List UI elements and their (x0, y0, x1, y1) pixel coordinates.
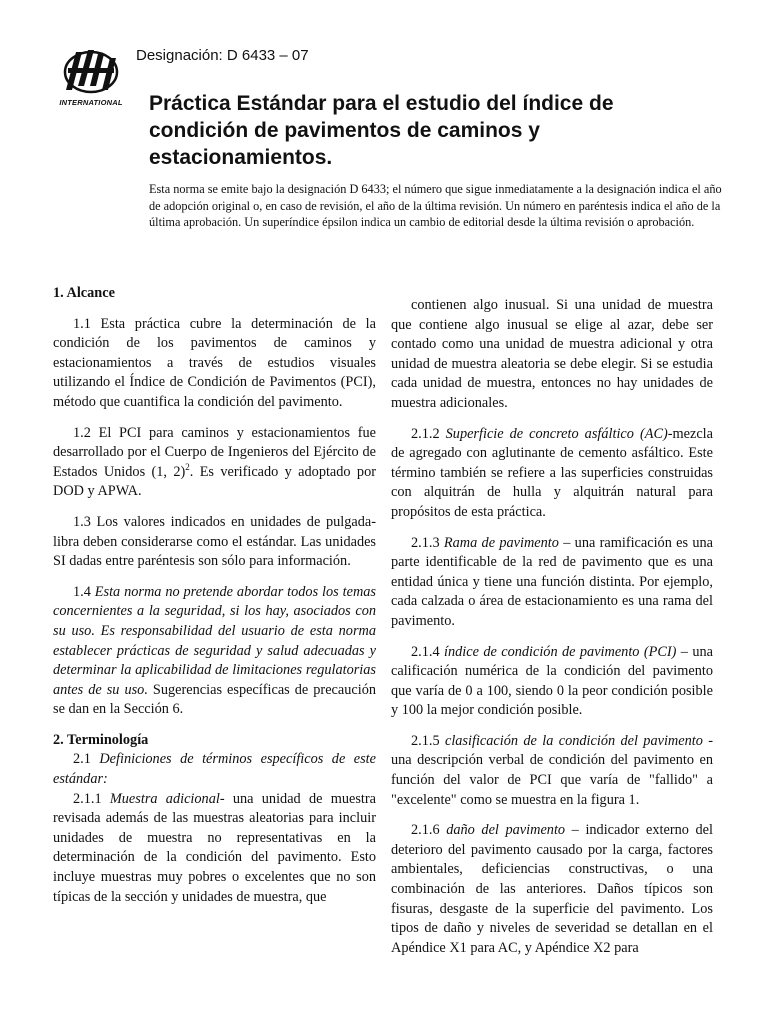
intro-note: Esta norma se emite bajo la designación D 6433; el número que sigue inmediatamente a la designación indica el año de adopción original o, en caso de revisión, el año de la última revisión. Un número en paréntesis indica el año de la última aprobación. Un superíndice épsilon indica un cambio de editorial desde la última revisión o aprobación. (149, 182, 722, 229)
astm-logo (58, 46, 124, 110)
left-column (53, 284, 376, 918)
paragraph-2-1-6: 2.1.6 daño del pavimento – indicador externo del deterioro del pavimento causado por la carga, factores ambientales, deficiencias constructivas, o una combinación de las anteriores. Daños típicos son fisuras, desgaste de la superficie del pavimento. Los tipos de daño y niveles de severidad se detallan en el Apéndice X1 para AC, y Apéndice X2 para (391, 822, 713, 956)
section-2-heading: 2. Terminología (53, 731, 149, 748)
paragraph-2-1-2: 2.1.2 Superficie de concreto asfáltico (AC)-mezcla de agregado con aglutinante de cemento asfáltico. Este término también se refiere a las superficies construidas con alquitrán de hulla y alquitrán natural para propósitos de esta práctica. (391, 425, 714, 520)
paragraph-2-1-4: 2.1.4 índice de condición de pavimento (PCI) – una calificación numérica de la condición del pavimento que varía de 0 a 100, siendo 0 la peor condición posible y 100 la mejor condición posible. (391, 643, 713, 719)
paragraph-2-1-5: 2.1.5 clasificación de la condición del pavimento - una descripción verbal de condición del pavimento en función del valor de PCI que varía de "fallido" a "excelente" como se muestra en la figura 1. (391, 732, 713, 808)
page-title: Práctica Estándar para el estudio del índice de condición de pavimentos de caminos y estacionamientos. (149, 92, 614, 169)
paragraph-2-1-1-continued: contienen algo inusual. Si una unidad de muestra que contiene algo inusual se elige al azar, debe ser contado como una unidad de muestra adicional y otra unidad de muestra aleatoria se debe elegir. Si se estudia cada unidad de muestra, entonces no hay unidades de muestra adicionales. (391, 297, 713, 411)
paragraph-1-1: 1.1 Esta práctica cubre la determinación de la condición de los pavimentos de caminos y estacionamientos a través de estudios visuales utilizando el Índice de Condición de Pavimentos (PCI), método que cuantifica la condición del pavimento. (53, 315, 376, 410)
logo-text: INTERNATIONAL (59, 98, 123, 107)
paragraph-2-1: 2.1 Definiciones de términos específicos de este estándar: (53, 751, 376, 788)
paragraph-1-4: 1.4 Esta norma no pretende abordar todos los temas concernientes a la seguridad, si los hay, asociados con su uso. Es responsabilidad del usuario de esta norma establecer prácticas de seguridad y salud adecuadas y determinar la aplicabilidad de limitaciones regulatorias antes de su uso. Sugerencias específicas de precaución se dan en la Sección 6. (53, 583, 376, 718)
designation: Designación: D 6433 – 07 (136, 47, 309, 64)
right-column (391, 296, 713, 969)
paragraph-2-1-3: 2.1.3 Rama de pavimento – una ramificación es una parte identificable de la red de pavimento que es una entidad única y tiene una función distinta. Por ejemplo, cada calzada o área de estacionamiento es una rama del pavimento. (391, 534, 714, 629)
paragraph-1-2: 1.2 El PCI para caminos y estacionamientos fue desarrollado por el Cuerpo de Ingenieros del Ejército de Estados Unidos (1, 2)$^2$. Es verificado y adoptado por DOD y APWA. (53, 424, 376, 500)
paragraph-1-3: 1.3 Los valores indicados en unidades de pulgada-libra deben considerarse como el estándar. Las unidades SI dadas entre paréntesis son sólo para información. (53, 513, 376, 570)
paragraph-2-1-1: 2.1.1 Muestra adicional- una unidad de muestra revisada además de las muestras aleatorias para incluir unidades de muestra no representativas en la determinación de la condición del pavimento. Esto incluye muestras muy pobres o excelentes que no son típicas de la sección y unidades de muestra, que (53, 790, 376, 905)
section-1-heading: 1. Alcance (53, 285, 115, 301)
